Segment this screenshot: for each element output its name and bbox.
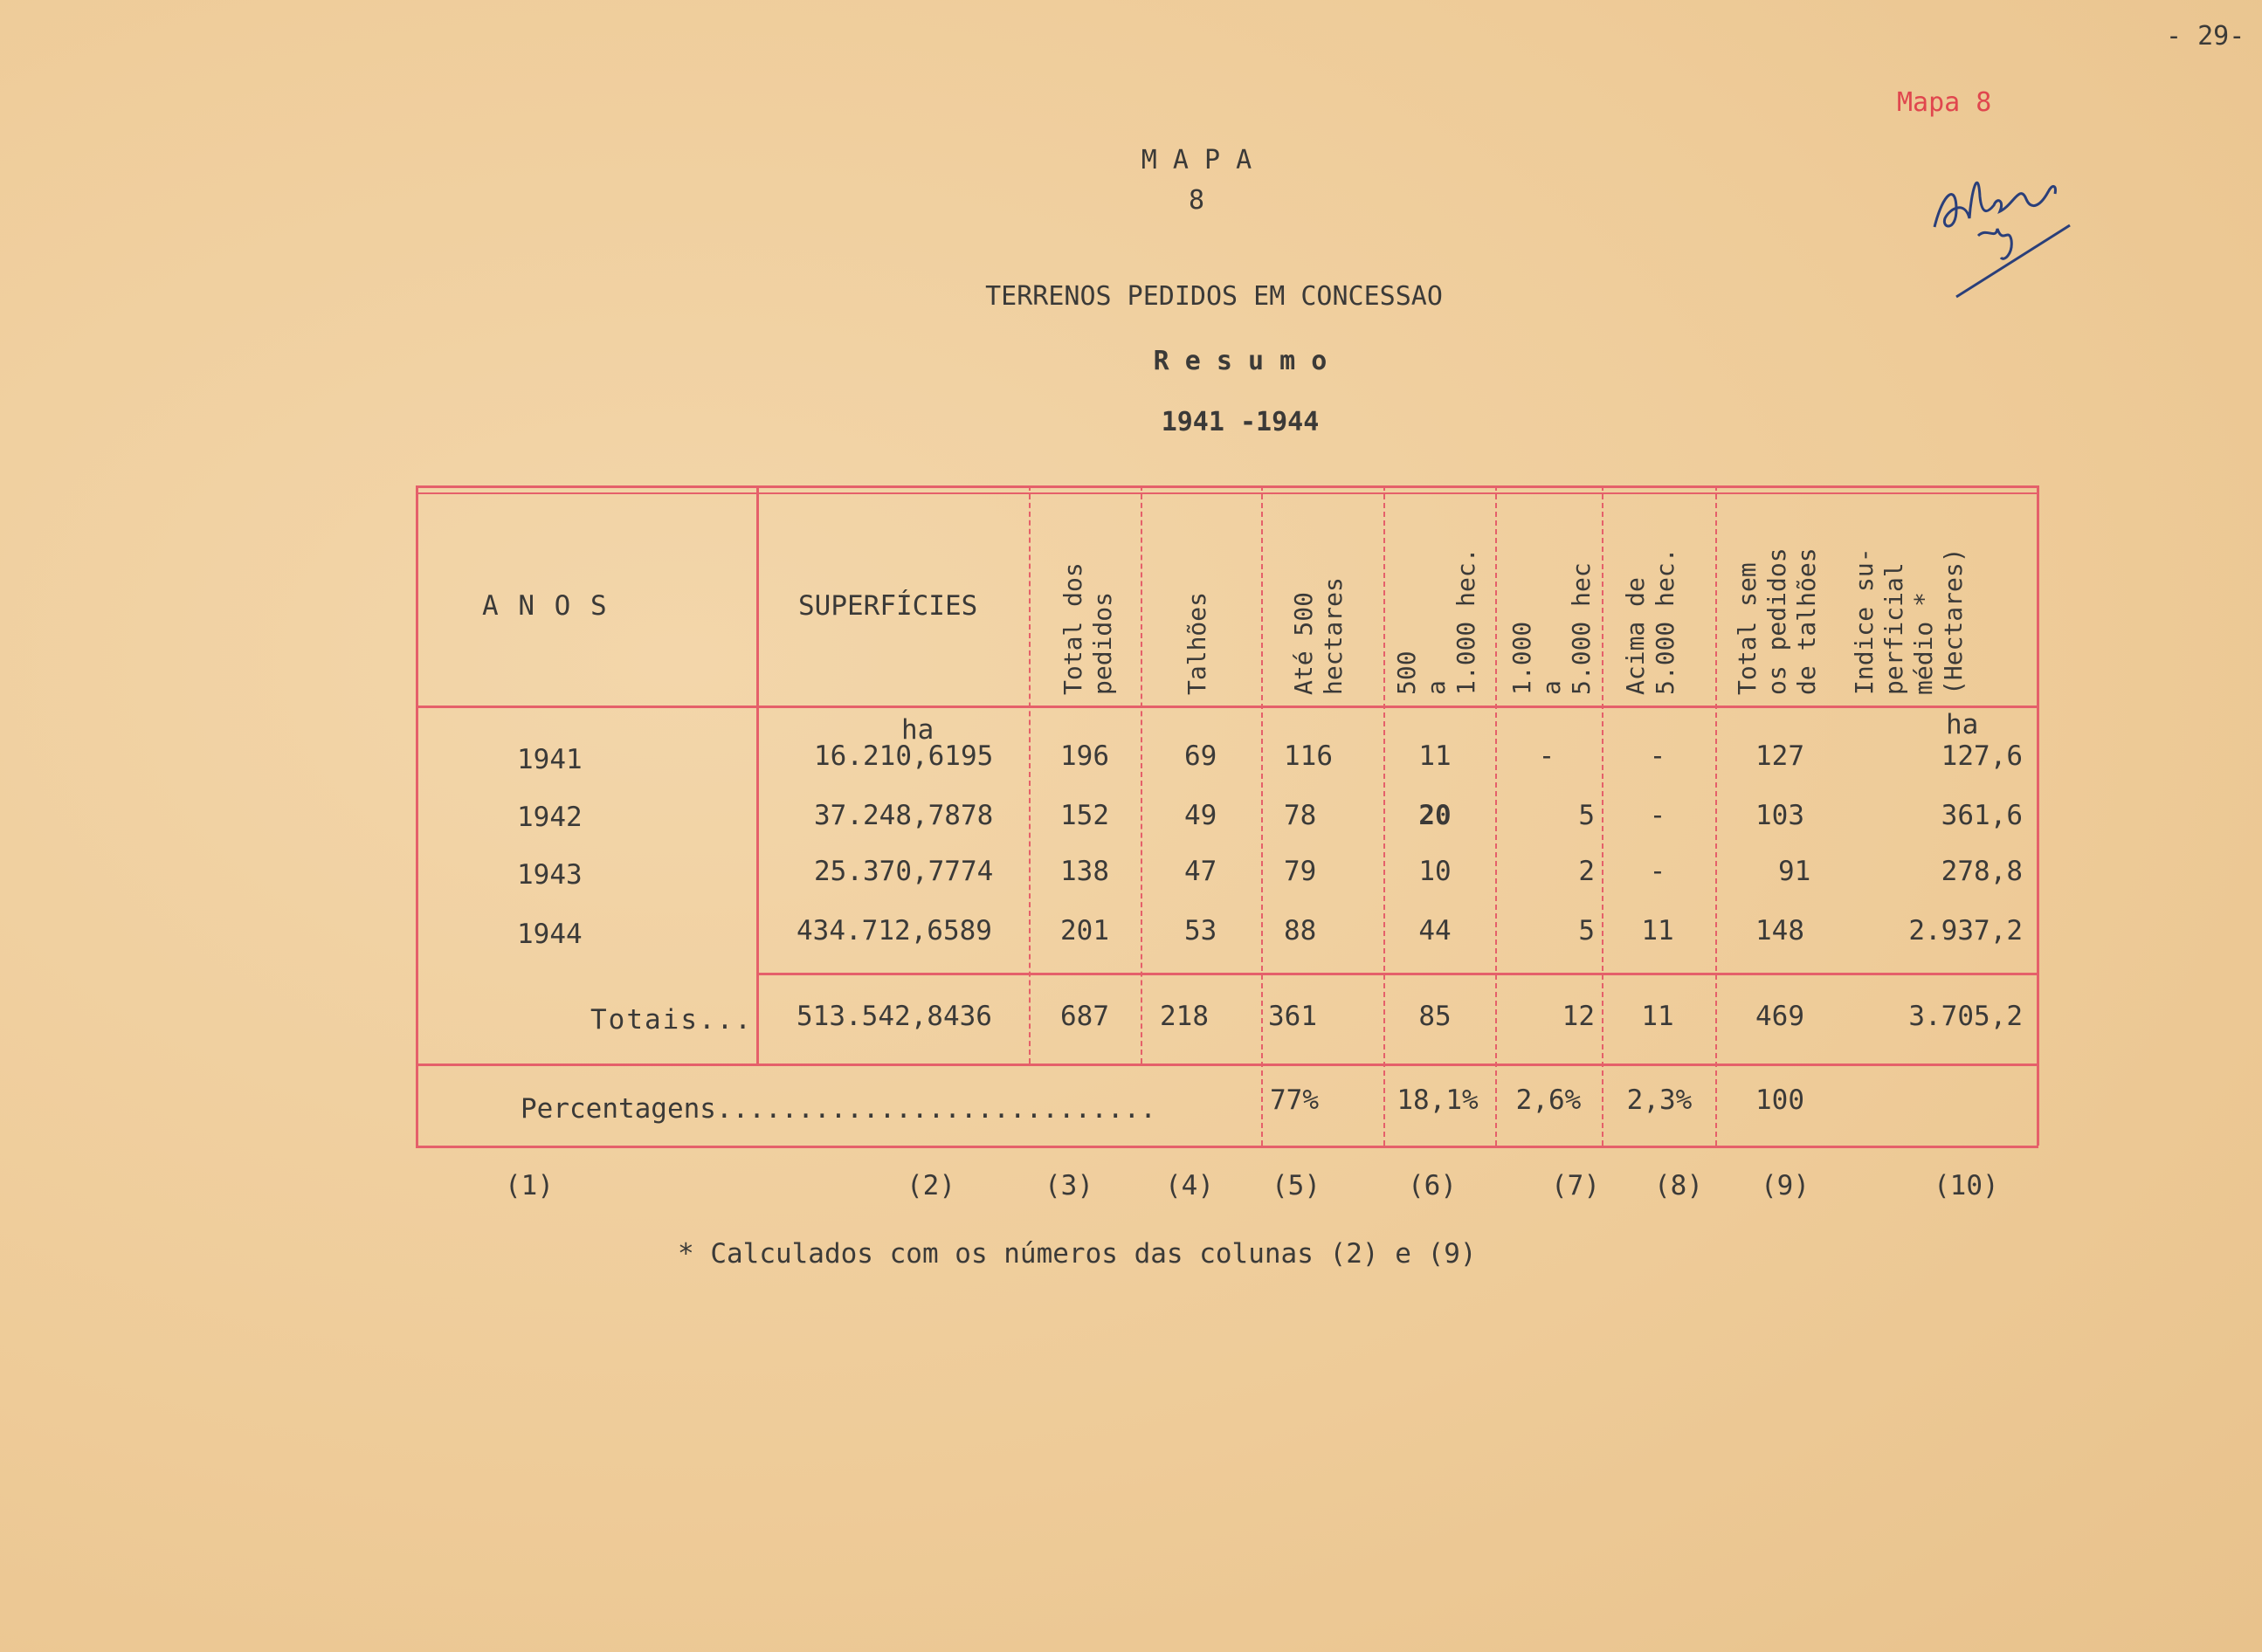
row-1943-total: 138 [1060,856,1109,887]
row-1944-acima: 11 [1641,915,1674,946]
footnote: * Calculados com os números das colunas (2) e (9) [678,1238,1477,1270]
totals-sem: 469 [1755,1001,1804,1032]
row-1941-indice: 127,6 [1941,740,2023,772]
column-number-3: (3) [1045,1170,1093,1201]
row-1944-ano: 1944 [517,919,583,950]
pct-sem: 100 [1755,1084,1804,1116]
row-1941-ano: 1941 [517,744,583,775]
row-1943-indice: 278,8 [1941,856,2023,887]
unit-indice: ha [1946,709,1979,740]
row-1942-talhoes: 49 [1184,800,1217,831]
row-1943-ate500: 79 [1284,856,1317,887]
pct-1000-5000: 2,6% [1515,1084,1582,1116]
column-number-7: (7) [1551,1170,1600,1201]
header-mapa: M A P A [1141,145,1252,176]
row-1943-1000-5000: 2 [1578,856,1595,887]
document-period: 1941 -1944 [1161,407,1320,437]
column-number-2: (2) [907,1170,955,1201]
row-1944-ate500: 88 [1284,915,1317,946]
totals-label: Totais... [590,1004,753,1036]
page-number: - 29- [2166,21,2245,52]
row-1944-1000-5000: 5 [1578,915,1595,946]
totals-indice: 3.705,2 [1908,1001,2023,1032]
column-number-5: (5) [1272,1170,1321,1201]
header-indice: Indice su- perficial médio * (Hectares) [1850,547,1968,695]
header-talhoes: Talhões [1183,591,1211,695]
summary-table [416,485,2038,1146]
row-1944-talhoes: 53 [1184,915,1217,946]
header-500-1000: 500 a 1.000 hec. [1392,547,1480,695]
row-1944-sem: 148 [1755,915,1804,946]
percentages-label: Percentagens........................... [521,1093,1156,1125]
totals-acima: 11 [1641,1001,1674,1032]
row-1941-sem: 127 [1755,740,1804,772]
totals-talhoes: 218 [1160,1001,1209,1032]
row-1942-500-1000: 20 [1418,800,1452,831]
row-1942-indice: 361,6 [1941,800,2023,831]
row-1944-total: 201 [1060,915,1109,946]
column-number-4: (4) [1165,1170,1214,1201]
totals-total: 687 [1060,1001,1109,1032]
header-ate-500: Até 500 hectares [1289,577,1348,695]
row-1943-acima: - [1649,856,1666,887]
header-total-sem-talhoes: Total sem os pedidos de talhões [1733,547,1821,695]
document-title: TERRENOS PEDIDOS EM CONCESSAO [985,281,1443,312]
column-number-10: (10) [1934,1170,1999,1201]
row-1941-ate500: 116 [1284,740,1333,772]
header-total-pedidos: Total dos pedidos [1059,562,1117,695]
header-superficies: SUPERFÍCIES [798,590,978,622]
totals-500-1000: 85 [1418,1001,1452,1032]
row-1942-total: 152 [1060,800,1109,831]
row-1942-1000-5000: 5 [1578,800,1595,831]
row-1941-1000-5000: - [1538,740,1555,772]
row-1942-acima: - [1649,800,1666,831]
header-1000-5000: 1.000 a 5.000 hec [1507,562,1596,695]
row-1944-sup: 434.712,6589 [797,915,992,946]
row-1943-sem: 91 [1778,856,1811,887]
column-number-6: (6) [1408,1170,1457,1201]
totals-sup: 513.542,8436 [797,1001,992,1032]
header-anos: A N O S [482,590,609,622]
row-1941-talhoes: 69 [1184,740,1217,772]
row-1943-sup: 25.370,7774 [814,856,994,887]
column-number-9: (9) [1761,1170,1810,1201]
header-number: 8 [1188,185,1205,216]
pct-ate500: 77% [1270,1084,1319,1116]
row-1944-500-1000: 44 [1418,915,1452,946]
row-1942-sup: 37.248,7878 [814,800,994,831]
totals-1000-5000: 12 [1562,1001,1595,1032]
row-1941-acima: - [1649,740,1666,772]
handwritten-signature [1917,131,2092,306]
row-1941-500-1000: 11 [1418,740,1452,772]
row-1943-500-1000: 10 [1418,856,1452,887]
row-1941-sup: 16.210,6195 [814,740,994,772]
row-1942-ano: 1942 [517,802,583,833]
map-label: Mapa 8 [1897,87,1992,118]
document-subtitle: R e s u m o [1153,346,1328,376]
row-1941-total: 196 [1060,740,1109,772]
pct-500-1000: 18,1% [1397,1084,1479,1116]
column-number-1: (1) [505,1170,554,1201]
unit-superficies: ha [901,714,934,746]
row-1942-sem: 103 [1755,800,1804,831]
column-number-8: (8) [1654,1170,1703,1201]
totals-ate500: 361 [1268,1001,1317,1032]
pct-acima: 2,3% [1626,1084,1693,1116]
header-acima-5000: Acima de 5.000 hec. [1621,547,1679,695]
row-1942-ate500: 78 [1284,800,1317,831]
row-1943-ano: 1943 [517,859,583,891]
row-1944-indice: 2.937,2 [1908,915,2023,946]
row-1943-talhoes: 47 [1184,856,1217,887]
